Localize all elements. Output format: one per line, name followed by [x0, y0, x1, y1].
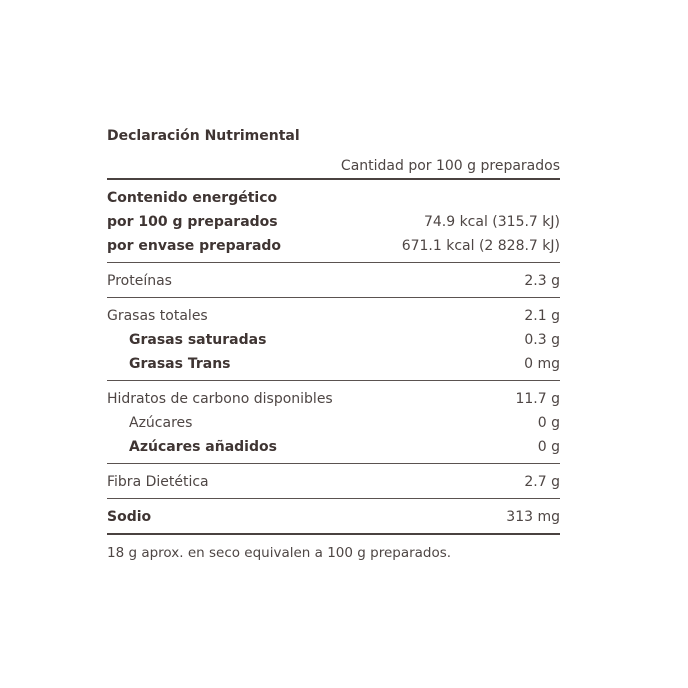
energy-per-package-value: 671.1 kcal (2 828.7 kJ): [401, 238, 560, 254]
carbs-section: [107, 381, 560, 463]
serving-basis: Cantidad por 100 g preparados: [340, 158, 560, 174]
sodium-label: Sodio: [107, 509, 152, 525]
footnote: 18 g aprox. en seco equivalen a 100 g preparados.: [107, 545, 452, 561]
energy-per-package-row: [107, 234, 560, 258]
nutrition-title: Declaración Nutrimental: [107, 128, 300, 144]
proteins-label: Proteínas: [107, 273, 172, 289]
proteins-value: 2.3 g: [524, 273, 560, 289]
fiber-row: [107, 470, 560, 494]
fats-trans-value: 0 mg: [524, 356, 560, 372]
nutrition-facts-panel: [107, 126, 560, 561]
sugars-value: 0 g: [537, 415, 560, 431]
energy-per-package-label: por envase preparado: [107, 238, 282, 254]
fats-saturated-label: Grasas saturadas: [129, 332, 267, 348]
fats-total-value: 2.1 g: [524, 308, 560, 324]
fats-total-label: Grasas totales: [107, 308, 208, 324]
sodium-section: [107, 499, 560, 533]
fats-total-row: [107, 304, 560, 328]
energy-heading-row: [107, 186, 560, 210]
sugars-row: [107, 411, 560, 435]
proteins-row: [107, 269, 560, 293]
sodium-row: [107, 505, 560, 529]
fats-saturated-row: [107, 328, 560, 352]
energy-heading: Contenido energético: [107, 190, 278, 206]
sugars-label: Azúcares: [129, 415, 193, 431]
energy-per100-label: por 100 g preparados: [107, 214, 278, 230]
proteins-section: [107, 263, 560, 297]
sodium-value: 313 mg: [506, 509, 560, 525]
carbs-label: Hidratos de carbono disponibles: [107, 391, 333, 407]
fiber-label: Fibra Dietética: [107, 474, 209, 490]
carbs-row: [107, 387, 560, 411]
added-sugars-value: 0 g: [537, 439, 560, 455]
fiber-section: [107, 464, 560, 498]
energy-per100-row: [107, 210, 560, 234]
fiber-value: 2.7 g: [524, 474, 560, 490]
carbs-value: 11.7 g: [515, 391, 560, 407]
energy-per100-value: 74.9 kcal (315.7 kJ): [423, 214, 560, 230]
fats-trans-label: Grasas Trans: [129, 356, 231, 372]
divider: [107, 533, 560, 535]
fats-trans-row: [107, 352, 560, 376]
fats-saturated-value: 0.3 g: [524, 332, 560, 348]
energy-section: [107, 180, 560, 262]
added-sugars-label: Azúcares añadidos: [129, 439, 277, 455]
fats-section: [107, 298, 560, 380]
added-sugars-row: [107, 435, 560, 459]
